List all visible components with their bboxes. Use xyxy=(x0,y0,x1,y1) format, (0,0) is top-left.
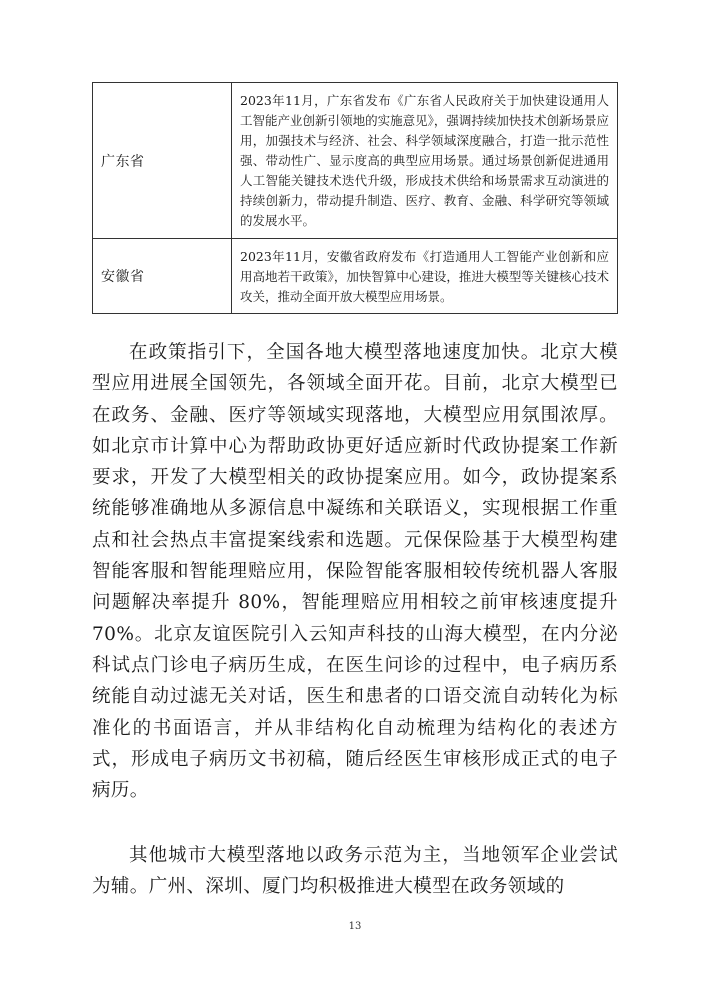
region-cell: 广东省 xyxy=(93,83,232,239)
page-number: 13 xyxy=(348,921,362,932)
policy-description-cell: 2023年11月，广东省发布《广东省人民政府关于加快建设通用人工智能产业创新引领地的实施意见》，强调持续加快技术创新场景应用，加强技术与经济、社会、科学领域深度融合，打造一批示范性强、带动性广、显示度高的典型应用场景。通过场景创新促进通用人工智能关键技术迭代升级，形成技术供给和场景需求互动演进的持续创新力，带动提升制造、医疗、教育、金融、科学研究等领域的发展水平。 xyxy=(232,83,618,239)
policy-table xyxy=(92,82,618,314)
policy-description-cell: 2023年11月，安徽省政府发布《打造通用人工智能产业创新和应用高地若干政策》，加快智算中心建设，推进大模型等关键核心技术攻关，推动全面开放大模型应用场景。 xyxy=(232,239,618,314)
body-paragraph: 其他城市大模型落地以政务示范为主，当地领军企业尝试为辅。广州、深圳、厦门均积极推进大模型在政务领域的 xyxy=(92,845,618,898)
body-paragraph: 在政策指引下，全国各地大模型落地速度加快。北京大模型应用进展全国领先，各领域全面开花。目前，北京大模型已在政务、金融、医疗等领域实现落地，大模型应用氛围浓厚。如北京市计算中心为帮助政协更好适应新时代政协提案工作新要求，开发了大模型相关的政协提案应用。如今，政协提案系统能够准确地从多源信息中凝练和关联语义，实现根据工作重点和社会热点丰富提案线索和选题。元保保险基于大模型构建智能客服和智能理赔应用，保险智能客服相较传统机器人客服问题解决率提升 80%，智能理赔应用相较之前审核速度提升 70%。北京友谊医院引入云知声科技的山海大模型，在内分泌科试点门诊电子病历生成，在医生问诊的过程中，电子病历系统能自动过滤无关对话，医生和患者的口语交流自动转化为标准化的书面语言，并从非结构化自动梳理为结构化的表述方式，形成电子病历文书初稿，随后经医生审核形成正式的电子病历。 xyxy=(92,342,618,802)
table-row xyxy=(93,83,618,239)
table-row xyxy=(93,239,618,314)
region-cell: 安徽省 xyxy=(93,239,232,314)
